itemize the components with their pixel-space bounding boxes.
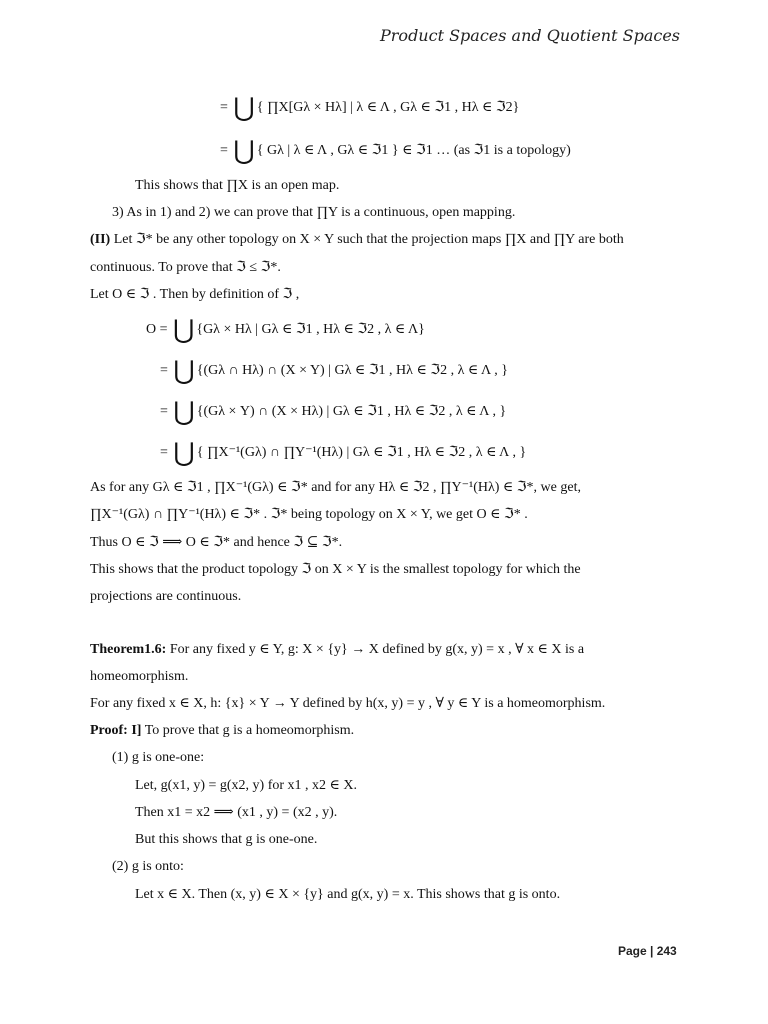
proof-label: Proof: I] [90, 723, 142, 738]
equation-line: = ⋃ {(Gλ ∩ Hλ) ∩ (X × Y) | Gλ ∈ ℑ1 , Hλ ∈ ℑ2 , λ ∈ Λ , } [160, 356, 508, 386]
theorem-label: Theorem1.6: [90, 642, 167, 657]
list-item: (2) g is onto: [112, 859, 184, 874]
union-symbol-icon: ⋃ [233, 93, 255, 123]
paragraph-line: homeomorphism. [90, 669, 189, 684]
paragraph-line: As for any Gλ ∈ ℑ1 , ∏X⁻¹(Gλ) ∈ ℑ* and for any Hλ ∈ ℑ2 , ∏Y⁻¹(Hλ) ∈ ℑ*, we get, [90, 480, 581, 495]
proof-line: But this shows that g is one-one. [135, 832, 318, 847]
list-item: 3) As in 1) and 2) we can prove that ∏Y is a continuous, open mapping. [112, 205, 516, 220]
paragraph-line: continuous. To prove that ℑ ≤ ℑ*. [90, 260, 281, 275]
union-symbol-icon: ⋃ [173, 356, 195, 386]
paragraph-line: ∏X⁻¹(Gλ) ∩ ∏Y⁻¹(Hλ) ∈ ℑ* . ℑ* being topology on X × Y, we get O ∈ ℑ* . [90, 507, 528, 522]
proof-line: Let x ∈ X. Then (x, y) ∈ X × {y} and g(x, y) = x. This shows that g is onto. [135, 887, 561, 902]
paragraph-line: projections are continuous. [90, 589, 242, 604]
paragraph-line: This shows that the product topology ℑ on X × Y is the smallest topology for which the [90, 562, 581, 577]
equation-line: = ⋃ {(Gλ × Y) ∩ (X × Hλ) | Gλ ∈ ℑ1 , Hλ ∈ ℑ2 , λ ∈ Λ , } [160, 397, 507, 427]
page-number: Page | 243 [618, 944, 677, 958]
theorem-statement: Theorem1.6: For any fixed y ∈ Y, g: X × {y} → X defined by g(x, y) = x , ∀ x ∈ X is a [90, 642, 585, 657]
equation-line: = ⋃ { ∏X⁻¹(Gλ) ∩ ∏Y⁻¹(Hλ) | Gλ ∈ ℑ1 , Hλ ∈ ℑ2 , λ ∈ Λ , } [160, 438, 527, 468]
proof-line: Let, g(x1, y) = g(x2, y) for x1 , x2 ∈ X. [135, 778, 357, 793]
equation-line: O = ⋃ {Gλ × Hλ | Gλ ∈ ℑ1 , Hλ ∈ ℑ2 , λ ∈ Λ} [146, 315, 425, 345]
union-symbol-icon: ⋃ [233, 136, 255, 166]
equation-line: = ⋃ { Gλ | λ ∈ Λ , Gλ ∈ ℑ1 } ∈ ℑ1 … (as ℑ1 is a topology) [220, 136, 571, 166]
section-label: (II) [90, 232, 111, 247]
paragraph-line: Thus O ∈ ℑ ⟹ O ∈ ℑ* and hence ℑ ⊆ ℑ*. [90, 535, 343, 550]
paragraph-line: This shows that ∏X is an open map. [135, 178, 340, 193]
equation-line: = ⋃ { ∏X[Gλ × Hλ] | λ ∈ Λ , Gλ ∈ ℑ1 , Hλ ∈ ℑ2} [220, 93, 520, 123]
paragraph-line: (II) Let ℑ* be any other topology on X × Y such that the projection maps ∏X and ∏Y are both [90, 232, 624, 247]
union-symbol-icon: ⋃ [173, 315, 195, 345]
union-symbol-icon: ⋃ [173, 397, 195, 427]
union-symbol-icon: ⋃ [173, 438, 195, 468]
paragraph-line: For any fixed x ∈ X, h: {x} × Y → Y defined by h(x, y) = y , ∀ y ∈ Y is a homeomorphism. [90, 696, 606, 711]
proof-line: Proof: I] To prove that g is a homeomorphism. [90, 723, 355, 738]
running-header: Product Spaces and Quotient Spaces [380, 26, 680, 45]
paragraph-line: Let O ∈ ℑ . Then by definition of ℑ , [90, 287, 300, 302]
proof-line: Then x1 = x2 ⟹ (x1 , y) = (x2 , y). [135, 805, 338, 820]
list-item: (1) g is one-one: [112, 750, 205, 765]
